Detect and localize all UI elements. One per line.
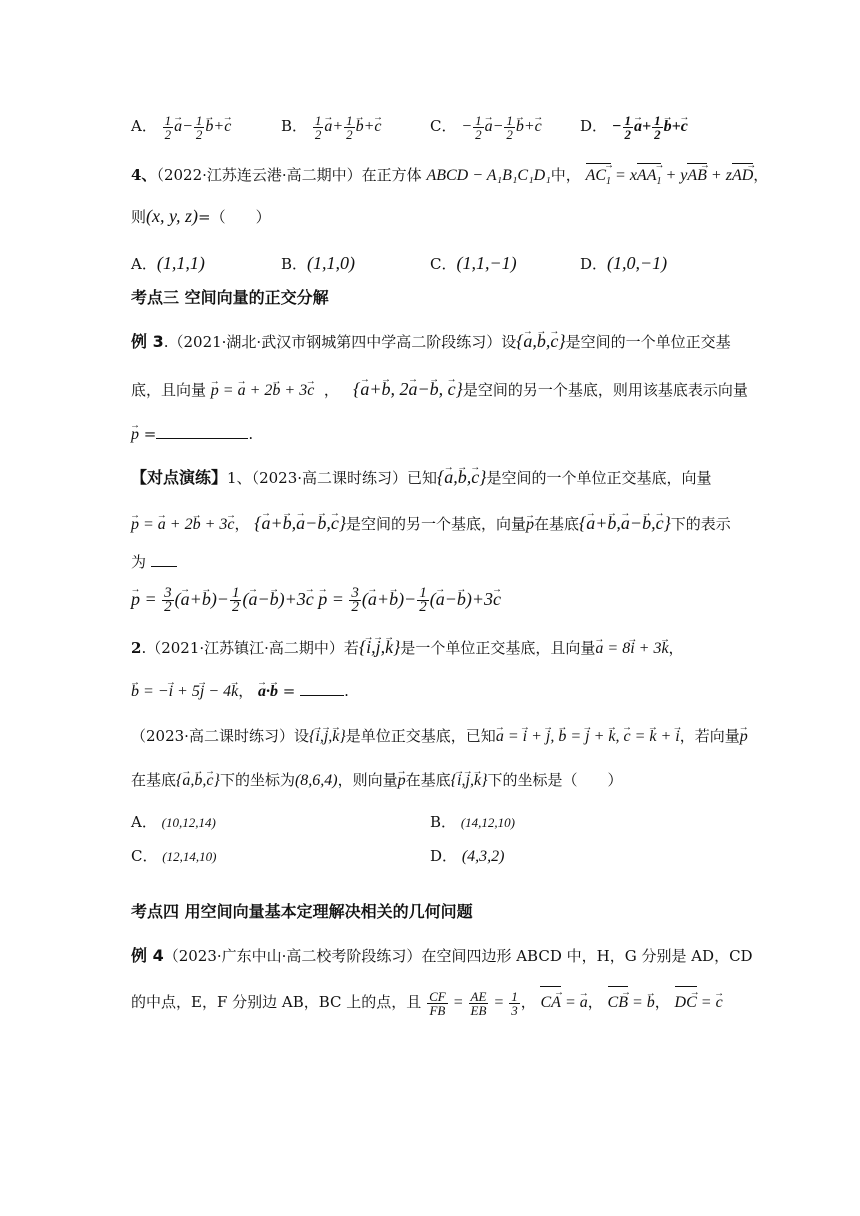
- extra-option-a: A． (10,12,14): [131, 813, 216, 831]
- question-extra-line-1: （2023·高二课时练习）设{→ i,→ j,→ k}是单位正交基底，已知→ a = → i + → j, → b = → j + → k, → c = → k + → i，若向量→ p: [131, 725, 748, 748]
- question-4-ask: 则(x, y, z)=（ ）: [131, 206, 271, 226]
- section-3-title: 考点三 空间向量的正交分解: [131, 288, 329, 307]
- example-3-line-2: 底，且向量 → p = → a + 2→ b + 3→ c ， {→ a+→ b, 2→ a−→ b, → c}是空间的另一个基底，则用该基底表示向量: [131, 378, 748, 402]
- q4-option-a: A．(1,1,1): [131, 253, 205, 273]
- section-4-title: 考点四 用空间向量基本定理解决相关的几何问题: [131, 902, 473, 921]
- question-2-line-1: 2.（2021·江苏镇江·高二期中）若{→ i,→ j,→ k}是一个单位正交基底，且向量→ a = 8→ i + 3→ k，: [131, 636, 684, 660]
- example-4-line-2: 的中点，E，F 分别边 AB，BC 上的点，且 $\frac{CF}{FB}$ = $\frac{AE}{EB}$ = $\frac{1}{3}$ ， CA → = → a， CB → = → b， DC → = → c: [131, 986, 723, 1018]
- q4-option-c: C．(1,1,−1): [430, 253, 517, 273]
- example-3-line-1: 例 3.（2021·湖北·武汉市钢城第四中学高二阶段练习）设{→ a,→ b,→ c}是空间的一个单位正交基: [131, 330, 731, 353]
- extra-option-c: C． (12,14,10): [131, 847, 217, 865]
- q3-option-b: B． $\frac{1}{2}$ → a+ $\frac{1}{2}$ → b+→ c: [281, 114, 382, 141]
- question-extra-line-2: 在基底{→ a,→ b,→ c}下的坐标为(8,6,4)，则向量→ p在基底{→ i,→ j,→ k}下的坐标是（ ）: [131, 769, 622, 792]
- q4-option-d: D．(1,0,−1): [580, 253, 668, 273]
- extra-option-b: B． (14,12,10): [430, 813, 515, 831]
- q3-option-c: C． − $\frac{1}{2}$ → a− $\frac{1}{2}$ → b+→ c: [430, 114, 542, 141]
- practice-1-line-3: 为: [131, 551, 177, 573]
- question-2-line-2: → b = −→ i + 5→ j − 4→ k， → a·→ b = .: [131, 680, 349, 703]
- q4-option-b: B．(1,1,0): [281, 253, 356, 273]
- extra-option-d: D． (4,3,2): [430, 847, 505, 865]
- example-4-line-1: 例 4（2023·广东中山·高二校考阶段练习）在空间四边形 ABCD 中，H，G 分别是 AD，CD: [131, 946, 753, 965]
- practice-1-line-1: 【对点演练】1、（2023·高二课时练习）已知{→ a,→ b,→ c}是空间的一个单位正交基底，向量: [131, 466, 711, 489]
- practice-1-line-2: → p = → a + 2→ b + 3→ c， {→ a+→ b,→ a−→ b,→ c}是空间的另一个基底，向量→ p在基底{→ a+→ b,→ a−→ b,→ c}下的表示: [131, 512, 731, 536]
- question-4-stem: 4、（2022·江苏连云港·高二期中）在正方体 ABCD − A₁B₁C₁D₁中， $AC_1$ → = xAA$_1$ → + yAB → + zAD →，: [131, 163, 768, 193]
- q3-option-d: D． − $\frac{1}{2}$ → a+ $\frac{1}{2}$ → b+→ c: [580, 114, 688, 141]
- practice-1-answer: → p = $\frac{3}{2}$ (→ a+→ b)− $\frac{1}{2}$ (→ a−→ b)+3→ c → p = $\frac{3}{2}$ (→ a+→ b)− $\frac{1}{2}$ (→ a−→ b)+3→ c: [131, 584, 501, 615]
- q3-option-a: A． $\frac{1}{2}$ → a− $\frac{1}{2}$ → b+→ c: [131, 114, 231, 141]
- example-3-line-3: → p = .: [131, 423, 253, 446]
